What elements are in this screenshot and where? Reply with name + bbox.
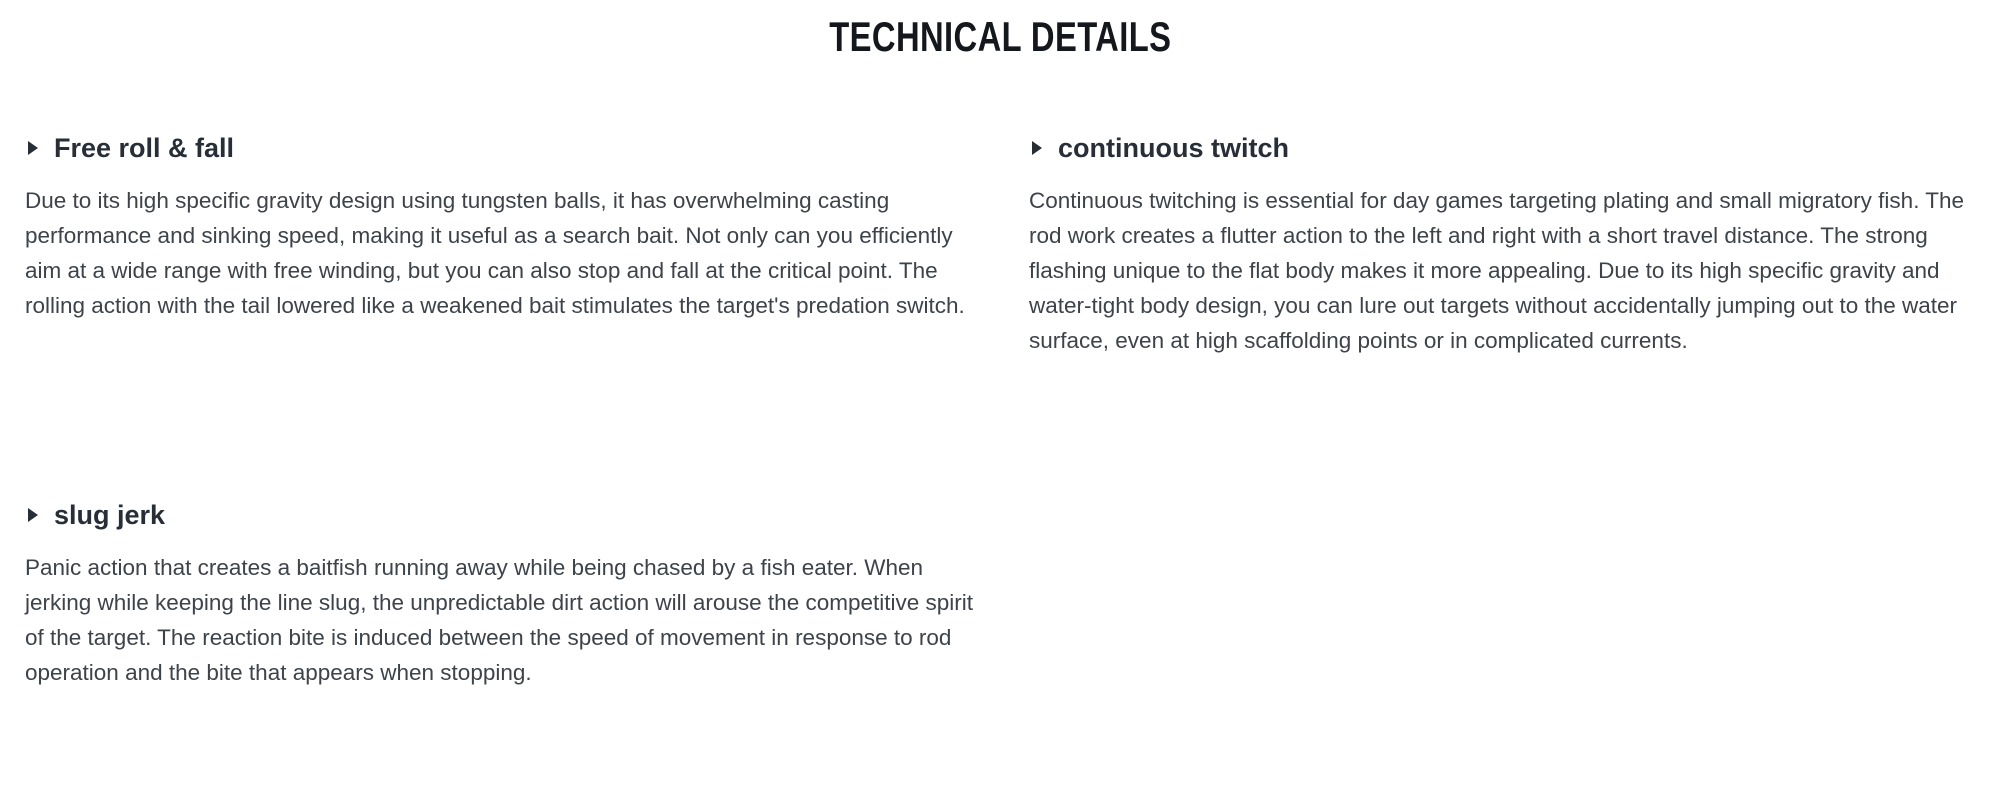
section-heading-free-roll-fall[interactable] (25, 129, 981, 167)
section-heading-label: slug jerk (54, 500, 166, 530)
technical-details-sections (0, 129, 2000, 690)
section-body-text: Panic action that creates a baitfish running away while being chased by a fish eater. When jerking while keeping the line slug, the unpredictable dirt action will arouse the competitive spirit of the target. The reaction bite is induced between the speed of movement in response to rod operation and the bite that appears when stopping. (25, 555, 974, 685)
section-continuous-twitch (1029, 129, 1985, 358)
section-heading-label: Free roll & fall (54, 133, 235, 163)
section-body-text: Continuous twitching is essential for day games targeting plating and small migratory fish. The rod work creates a flutter action to the left and right with a short travel distance. The strong flashing unique to the flat body makes it more appealing. Due to its high specific gravity and water-tight body design, you can lure out targets without accidentally jumping out to the water surface, even at high scaffolding points or in complicated currents. (1029, 188, 1965, 353)
section-heading-label: continuous twitch (1058, 133, 1289, 163)
section-slug-jerk (25, 496, 981, 690)
triangle-right-icon (28, 508, 38, 522)
triangle-right-icon (1032, 141, 1042, 155)
section-body-text: Due to its high specific gravity design using tungsten balls, it has overwhelming casting performance and sinking speed, making it useful as a search bait. Not only can you efficiently aim at a wide range with free winding, but you can also stop and fall at the critical point. The rolling action with the tail lowered like a weakened bait stimulates the target's predation switch. (25, 188, 965, 318)
section-heading-continuous-twitch[interactable] (1029, 129, 1985, 167)
section-heading-slug-jerk[interactable] (25, 496, 981, 534)
triangle-right-icon (28, 141, 38, 155)
page-header (0, 0, 2000, 61)
page-title: TECHNICAL DETAILS (828, 13, 1172, 60)
section-free-roll-fall (25, 129, 981, 323)
